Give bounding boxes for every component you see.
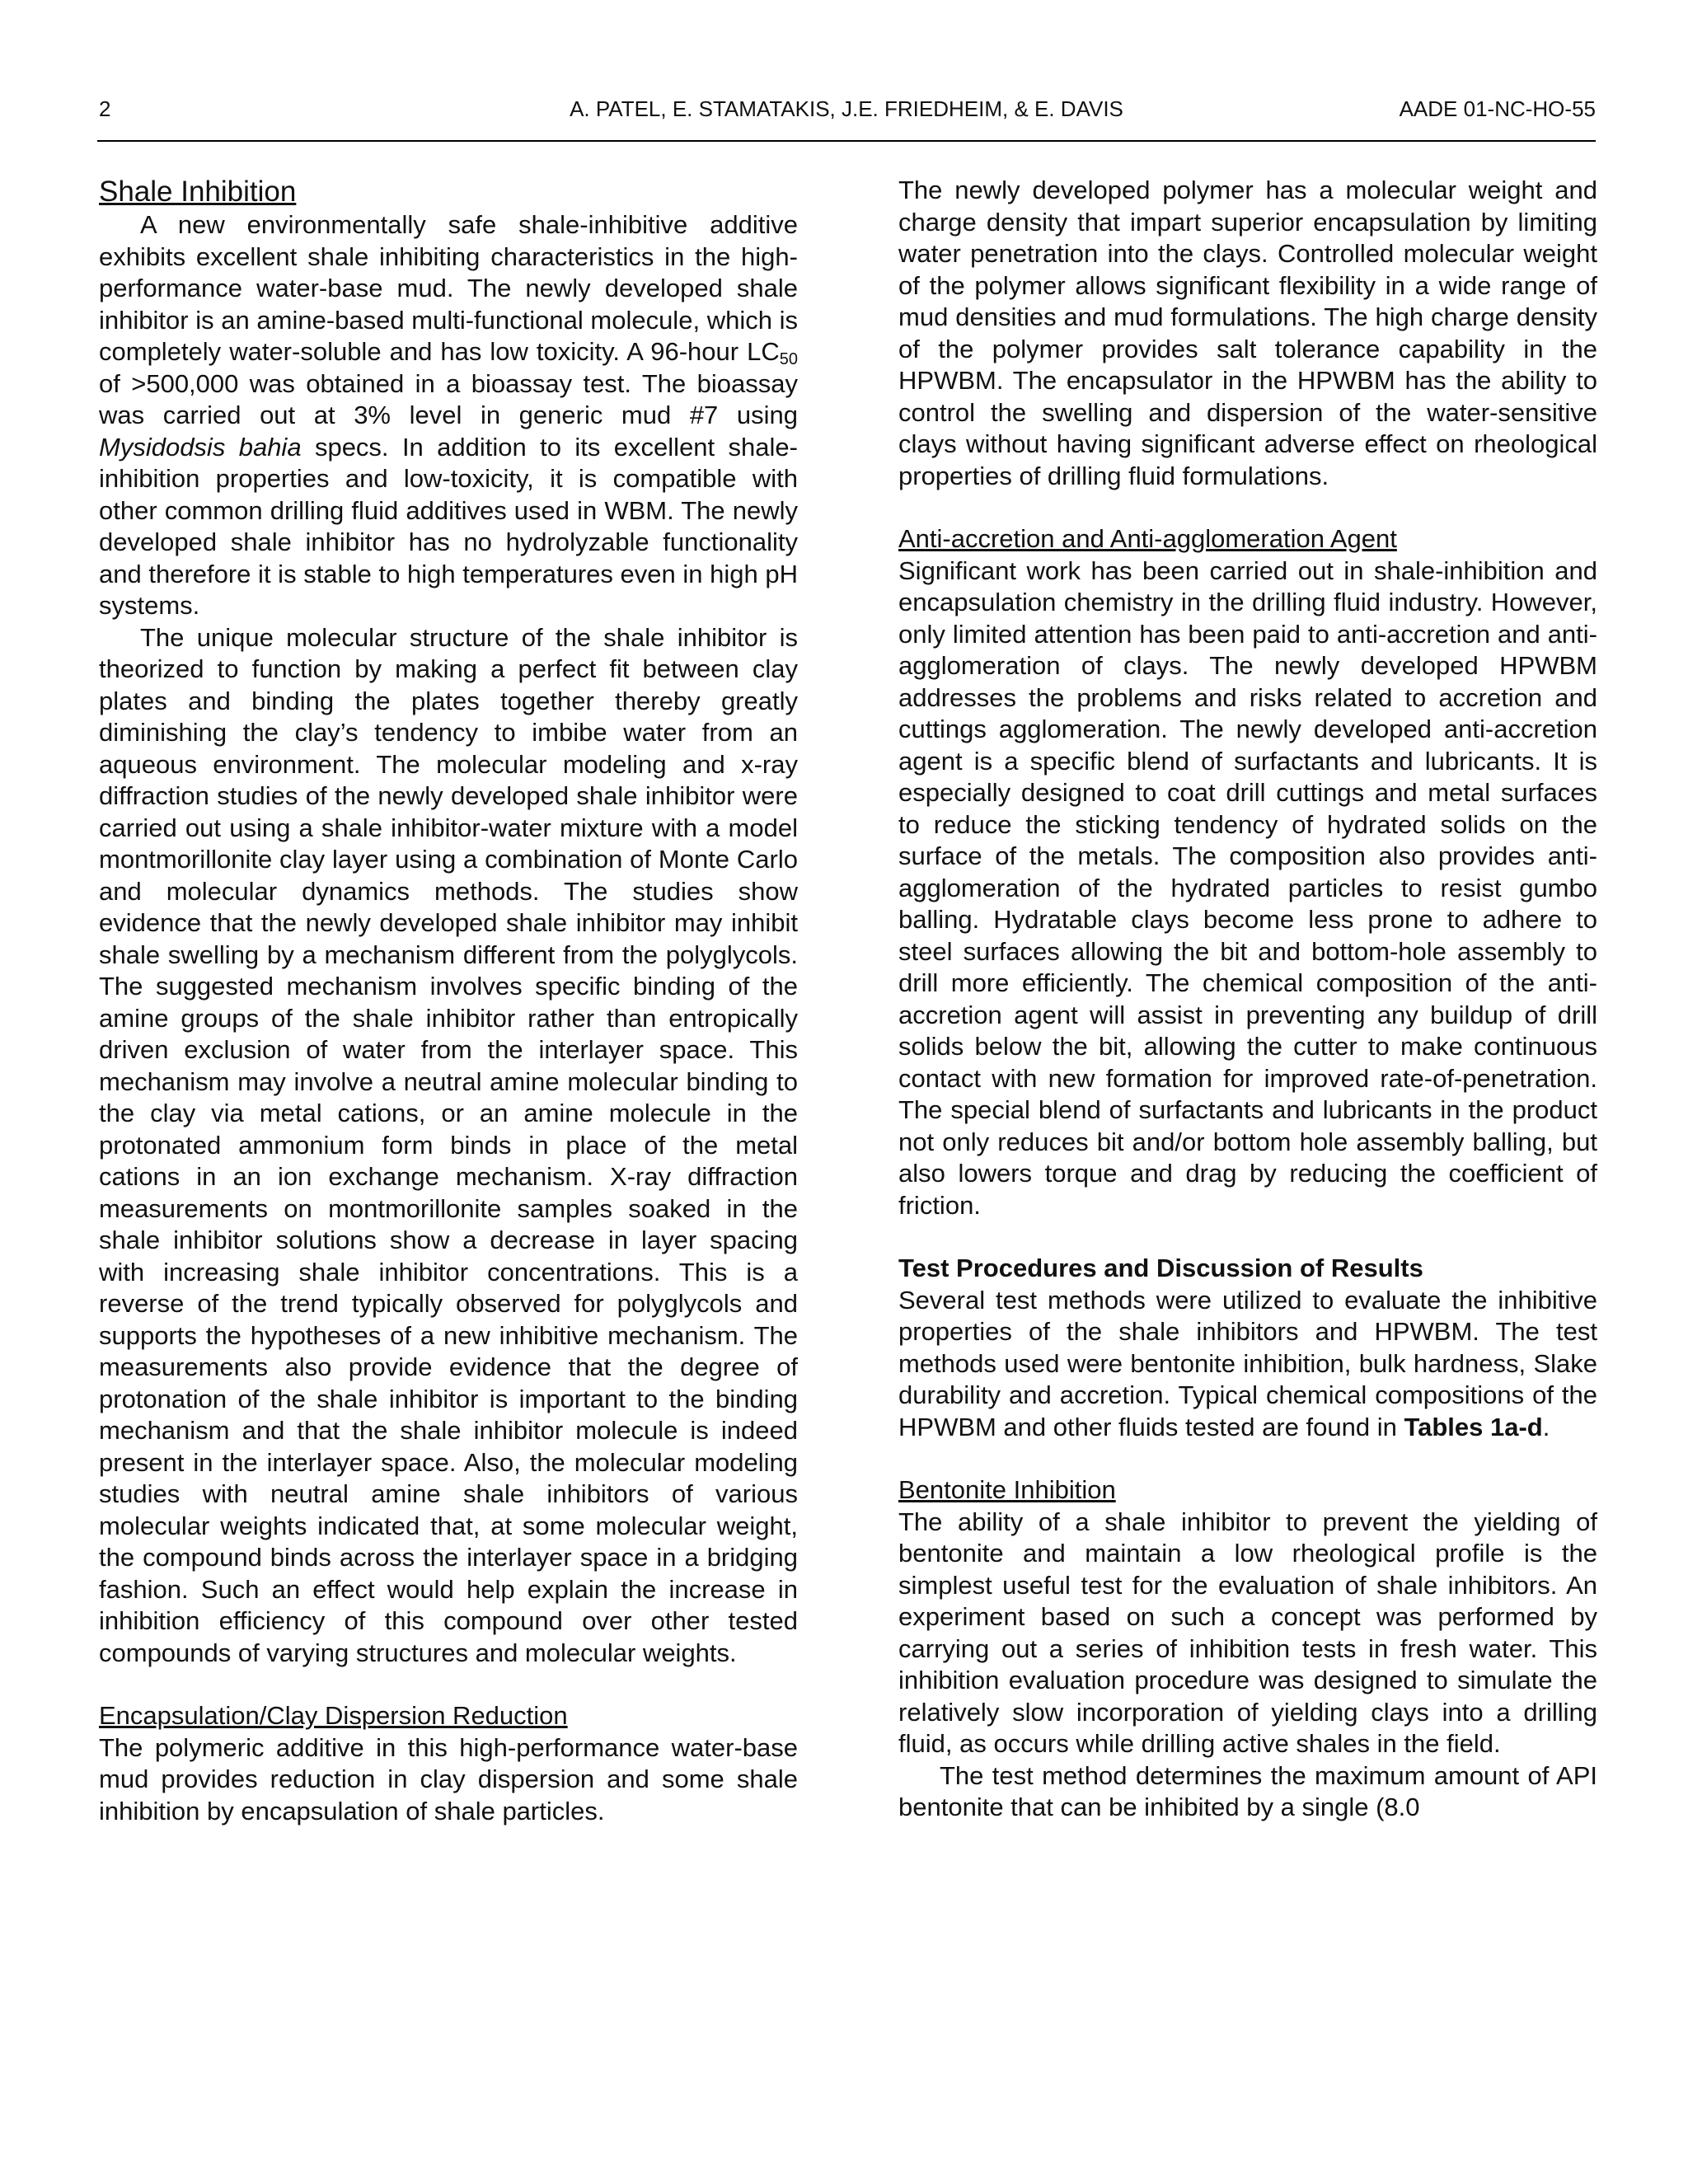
section-title-shale-inhibition: Shale Inhibition — [99, 176, 297, 208]
spacer — [898, 1221, 1597, 1253]
paragraph-shale-1 — [99, 209, 798, 622]
species-name: Mysidodsis bahia — [99, 432, 302, 462]
running-header — [97, 92, 1596, 125]
paragraph-bentonite-2: The test method determines the maximum amount of API bentonite that can be inhibited by a single (8.0 — [898, 1760, 1597, 1821]
subscript: 50 — [779, 350, 798, 368]
paragraph-test-procedures — [898, 1285, 1597, 1444]
paragraph-encapsulation-1: The polymeric additive in this high-performance water-base mud provides reduction in clay dispersion and some shale inhibition by encapsulation of shale particles. — [99, 1732, 798, 1825]
section-title-bentonite-inhibition: Bentonite Inhibition — [898, 1475, 1116, 1504]
text-run: of >500,000 was obtained in a bioassay test. The bioassay was carried out at 3% level in generic mud #7 using — [99, 368, 798, 429]
section-title-test-procedures: Test Procedures and Discussion of Results — [898, 1254, 1423, 1282]
paragraph-bentonite-1: The ability of a shale inhibitor to prevent the yielding of bentonite and maintain a low rheological profile is the simplest useful test for the evaluation of shale inhibitors. An experiment based on such a concept was performed by carrying out a series of inhibition tests in fresh water. This inhibition evaluation procedure was designed to simulate the relatively slow incorporation of yielding clays into a drilling fluid, as occurs while drilling active shales in the field. — [898, 1507, 1597, 1758]
section-title-encapsulation: Encapsulation/Clay Dispersion Reduction — [99, 1701, 568, 1730]
paragraph-shale-2: The unique molecular structure of the shale inhibitor is theorized to function by making a perfect fit between clay plates and binding the plates together thereby greatly diminishing the clay’s tendency to imbibe water from an aqueous environment. The molecular modeling and x-ray diffraction studies of the newly developed shale inhibitor were carried out using a shale inhibitor-water mixture with a model montmorillonite clay layer using a combination of Monte Carlo and molecular dynamics methods. The studies show evidence that the newly developed shale inhibitor may inhibit shale swelling by a mechanism different from the polyglycols. The suggested mechanism involves specific binding of the amine groups of the shale inhibitor rather than entropically driven exclusion of water from the interlayer space. This mechanism may involve a neutral amine molecular binding to the clay via metal cations, or an amine molecule in the protonated ammonium form binds in place of the metal cations in an ion exchange mechanism. X-ray diffraction measurements on montmorillonite samples soaked in the shale inhibitor solutions show a decrease in layer spacing with increasing shale inhibitor concentrations. This is a reverse of the trend typically observed for polyglycols and supports the hypotheses of a new inhibitive mechanism. The measurements also provide evidence that the degree of protonation of the shale inhibitor is important to the binding mechanism and that the shale inhibitor molecule is indeed present in the interlayer space. Also, the molecular modeling studies with neutral amine shale inhibitors of various molecular weights indicated that, at some molecular weight, the compound binds across the interlayer space in a bridging fashion. Such an effect would help explain the increase in inhibition efficiency of this compound over other tested compounds of varying structures and molecular weights. — [99, 622, 798, 1667]
text-run: A new environmentally safe shale-inhibitive additive exhibits excellent shale inhibiting characteristics in the high-performance water-base mud. The newly developed shale inhibitor is an amine-based multi-functional molecule, which is completely water-soluble and has low toxicity. A 96-hour LC — [99, 210, 798, 366]
header-authors: A. PATEL, E. STAMATAKIS, J.E. FRIEDHEIM, & E. DAVIS — [570, 96, 1123, 121]
spacer — [898, 492, 1597, 523]
section-title-anti-accretion: Anti-accretion and Anti-agglomeration Agent — [898, 524, 1397, 553]
page-number: 2 — [99, 96, 111, 121]
right-column — [898, 175, 1597, 1824]
paragraph-anti-accretion: Significant work has been carried out in shale-inhibition and encapsulation chemistry in the drilling fluid industry. However, only limited attention has been paid to anti-accretion and anti-agglomeration of clays. The newly developed HPWBM addresses the problems and risks related to accretion and cuttings agglomeration. The newly developed anti-accretion agent is a specific blend of surfactants and lubricants. It is especially designed to coat drill cuttings and metal surfaces to reduce the sticking tendency of hydrated solids on the surface of the metals. The composition also provides anti-agglomeration of the hydrated particles to resist gumbo balling. Hydratable clays become less prone to adhere to steel surfaces allowing the bit and bottom-hole assembly to drill more efficiently. The chemical composition of the anti-accretion agent will assist in preventing any buildup of drill solids below the bit, allowing the cutter to make continuous contact with new formation for improved rate-of-penetration. The special blend of surfactants and lubricants in the product not only reduces bit and/or bottom hole assembly balling, but also lowers torque and drag by reducing the coefficient of friction. — [898, 555, 1597, 1220]
paragraph-encapsulation-2: The newly developed polymer has a molecular weight and charge density that impart superior encapsulation by limiting water penetration into the clays. Controlled molecular weight of the polymer allows significant flexibility in a wide range of mud densities and mud formulations. The high charge density of the polymer provides salt tolerance capability in the HPWBM. The encapsulator in the HPWBM has the ability to control the swelling and dispersion of the water-sensitive clays without having significant adverse effect on rheological properties of drilling fluid formulations. — [898, 176, 1597, 490]
header-rule — [97, 140, 1596, 142]
paper-id: AADE 01-NC-HO-55 — [1399, 96, 1596, 121]
text-run: Several test methods were utilized to evaluate the inhibitive properties of the shale inhibitors and HPWBM. The test methods used were bentonite inhibition, bulk hardness, Slake durability and accretion. Typical chemical compositions of the HPWBM and other fluids tested are found in — [898, 1285, 1597, 1441]
table-reference: Tables 1a-d — [1404, 1412, 1543, 1441]
text-run: . — [1542, 1412, 1550, 1441]
left-column — [99, 175, 798, 1827]
spacer — [898, 1443, 1597, 1474]
text-run: specs. In addition to its excellent shale-inhibition properties and low-toxicity, it is compatible with other common drilling fluid additives used in WBM. The newly developed shale inhibitor has no hydrolyzable functionality and therefore it is stable to high temperatures even in high pH systems. — [99, 432, 798, 620]
spacer — [99, 1669, 798, 1700]
